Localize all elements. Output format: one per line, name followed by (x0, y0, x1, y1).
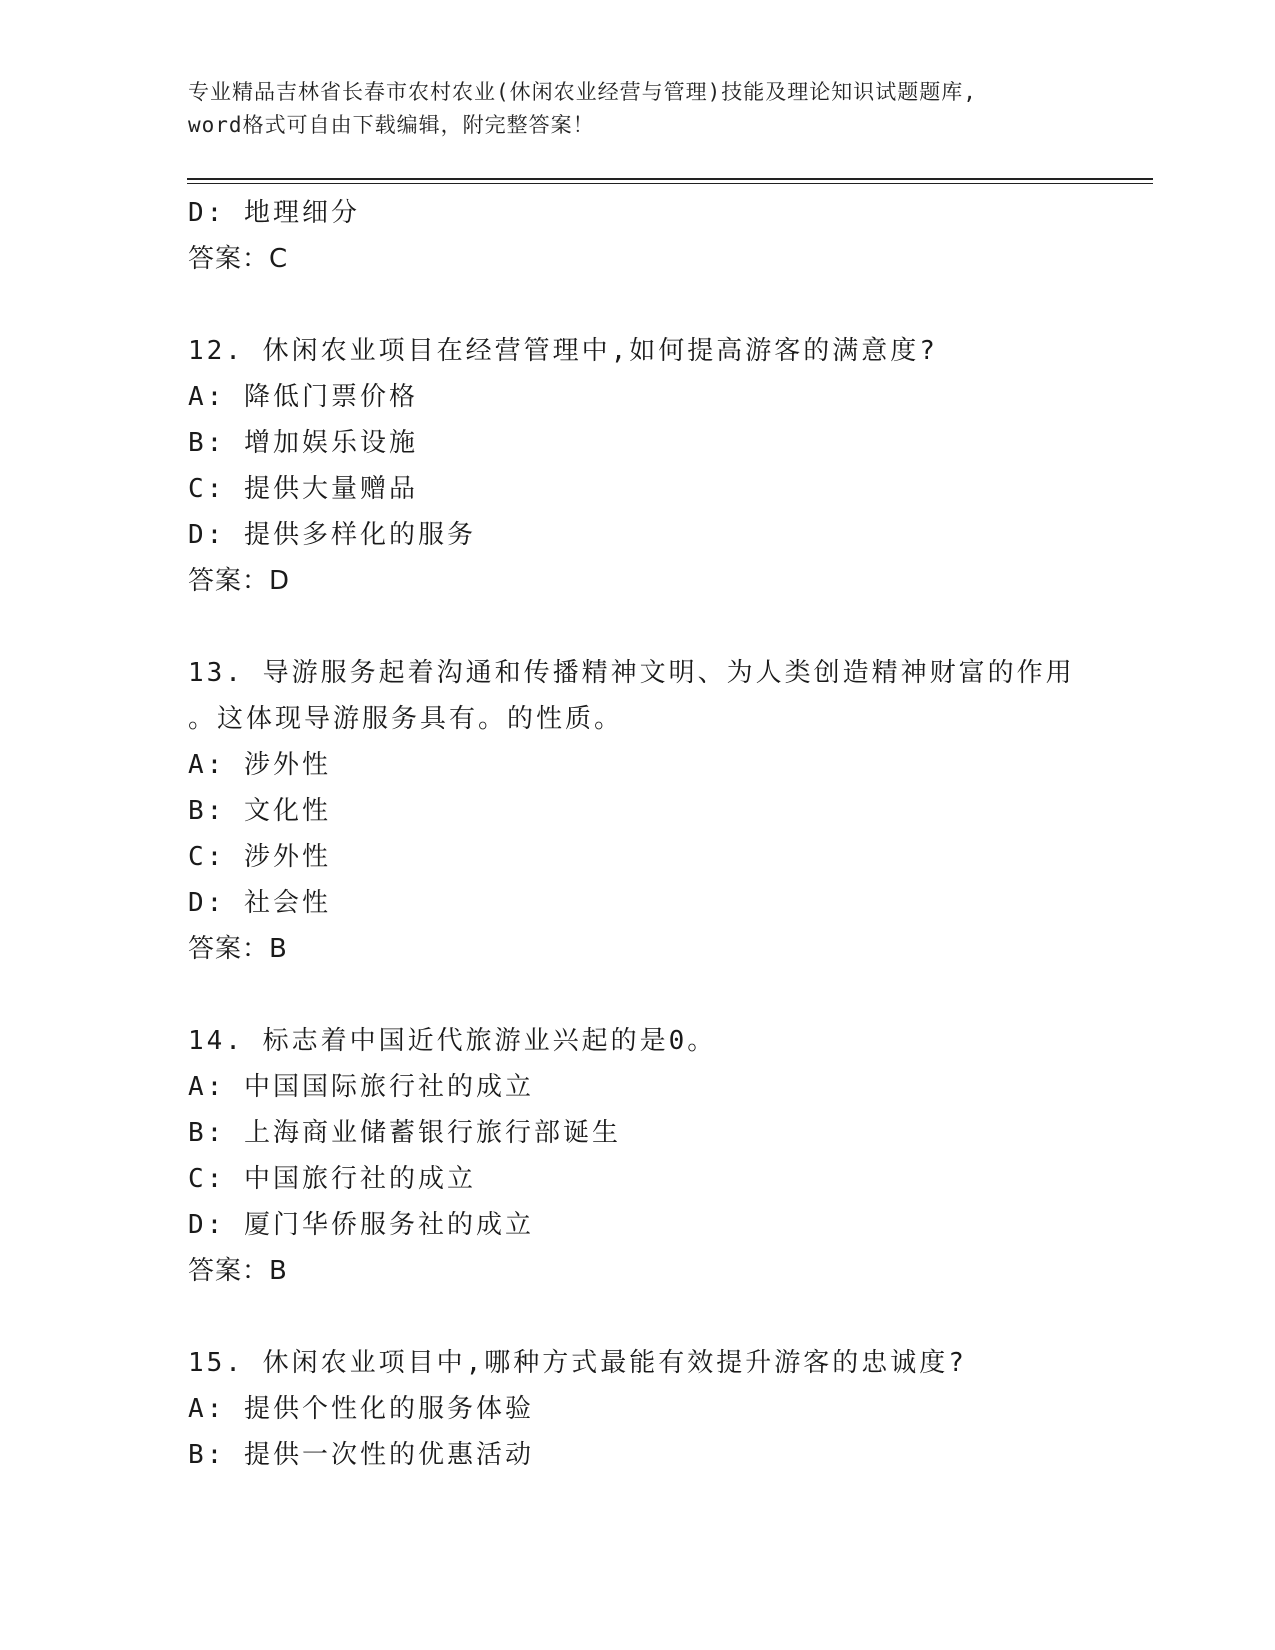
option-a: A: 涉外性 (188, 750, 331, 780)
question-text: 15. 休闲农业项目中,哪种方式最能有效提升游客的忠诚度? (188, 1348, 967, 1378)
option-b: B: 文化性 (188, 796, 331, 826)
question-14 (188, 1018, 1088, 1294)
question-text: 12. 休闲农业项目在经营管理中,如何提高游客的满意度? (188, 336, 938, 366)
question-text: 14. 标志着中国近代旅游业兴起的是0。 (188, 1026, 717, 1056)
question-spacer (188, 282, 1088, 328)
option-a: A: 降低门票价格 (188, 382, 418, 412)
question-text-line1: 13. 导游服务起着沟通和传播精神文明、为人类创造精神财富的作用 (188, 658, 1075, 688)
question-spacer (188, 1294, 1088, 1340)
option-d: D: 地理细分 (188, 198, 360, 228)
question-spacer (188, 972, 1088, 1018)
question-13 (188, 650, 1088, 972)
question-12 (188, 328, 1088, 604)
question-spacer (188, 604, 1088, 650)
option-c: C: 涉外性 (188, 842, 331, 872)
header-title-line2: word格式可自由下载编辑，附完整答案！ (188, 113, 595, 137)
option-c: C: 提供大量赠品 (188, 474, 418, 504)
option-b: B: 增加娱乐设施 (188, 428, 418, 458)
answer-line: 答案：B (188, 1256, 288, 1286)
question-list (188, 190, 1088, 1478)
answer-line: 答案：B (188, 934, 288, 964)
option-b: B: 上海商业储蓄银行旅行部诞生 (188, 1118, 621, 1148)
header-divider-thin (187, 183, 1153, 184)
document-header (188, 76, 1088, 142)
option-a: A: 中国国际旅行社的成立 (188, 1072, 534, 1102)
question-15 (188, 1340, 1088, 1478)
option-d: D: 厦门华侨服务社的成立 (188, 1210, 534, 1240)
option-d: D: 提供多样化的服务 (188, 520, 476, 550)
answer-line: 答案：C (188, 244, 289, 274)
option-b: B: 提供一次性的优惠活动 (188, 1440, 534, 1470)
answer-line: 答案：D (188, 566, 291, 596)
header-title-line1: 专业精品吉林省长春市农村农业(休闲农业经营与管理)技能及理论知识试题题库, (188, 80, 977, 104)
option-c: C: 中国旅行社的成立 (188, 1164, 476, 1194)
header-divider-thick (187, 178, 1153, 180)
question-11-tail (188, 190, 1088, 282)
question-text-line2: 。这体现导游服务具有。的性质。 (188, 704, 624, 734)
option-a: A: 提供个性化的服务体验 (188, 1394, 534, 1424)
option-d: D: 社会性 (188, 888, 331, 918)
